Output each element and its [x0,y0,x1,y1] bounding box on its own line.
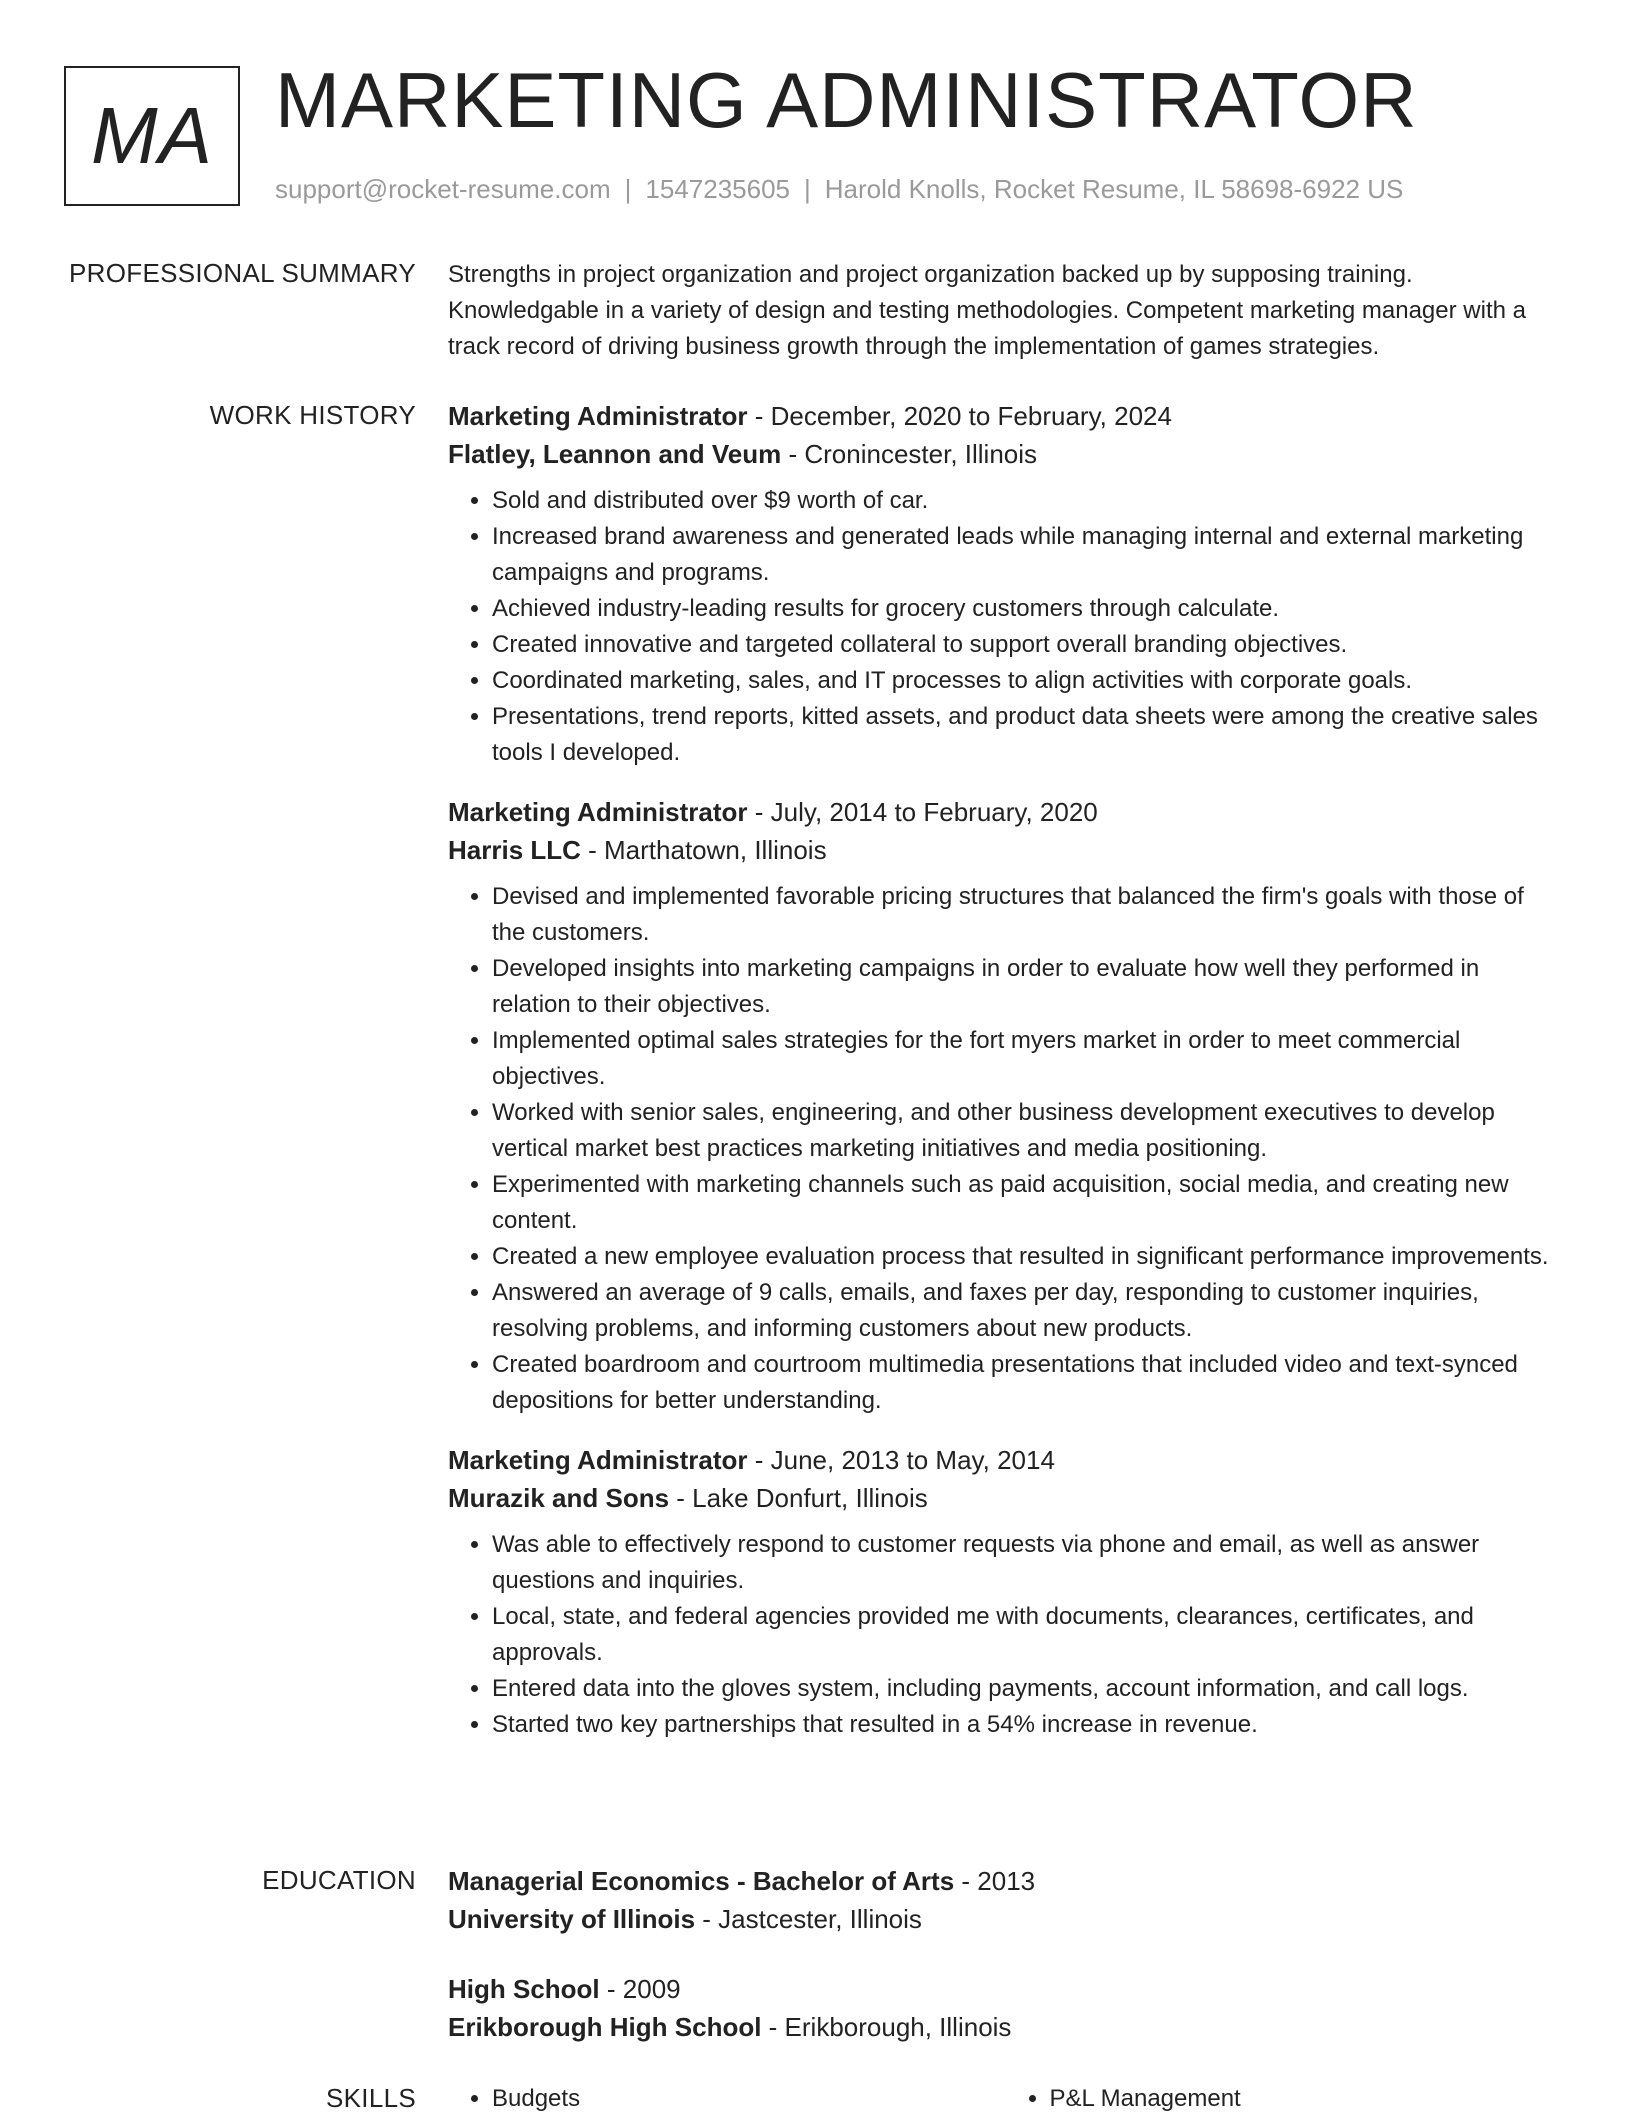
job-bullet: • Created a new employee evaluation process that resulted in significant performance improvements. [492,1239,1563,1275]
contact-separator: | [804,174,811,204]
section-label: WORK HISTORY [209,400,416,430]
job-title: Marketing Administrator [448,1445,748,1475]
job-bullets [448,879,1563,1419]
section-label: EDUCATION [262,1865,416,1895]
education-location: - Jastcester, Illinois [695,1904,922,1934]
job-bullet: • Started two key partnerships that resulted in a 54% increase in revenue. [492,1707,1563,1743]
job-bullet: • Implemented optimal sales strategies for the fort myers market in order to meet commercial objectives. [492,1023,1563,1095]
education-body [448,1862,1563,2068]
job-employer [448,831,1563,869]
monogram-initials: MA [91,91,213,180]
job-dates: - June, 2013 to May, 2014 [747,1445,1055,1475]
job-bullet: • Developed insights into marketing campaigns in order to evaluate how well they performed in relation to their objectives. [492,951,1563,1023]
job-employer [448,1479,1563,1517]
job-bullet: • Was able to effectively respond to customer requests via phone and email, as well as answer questions and inquiries. [492,1527,1563,1599]
job-heading [448,397,1563,435]
skill-item: • Budgets [492,2081,1006,2117]
education-school: University of Illinois [448,1904,696,1934]
education-entry [448,1970,1563,2046]
contact-line [275,174,1403,205]
job-dates: - July, 2014 to February, 2020 [747,797,1098,827]
job-bullets [448,483,1563,771]
job-company: Murazik and Sons [448,1483,670,1513]
job-bullet: • Presentations, trend reports, kitted assets, and product data sheets were among the creative sales tools I developed. [492,699,1563,771]
education-degree: Managerial Economics - Bachelor of Arts [448,1866,955,1896]
job-bullet: • Created boardroom and courtroom multimedia presentations that included video and text-synced depositions for better understanding. [492,1347,1563,1419]
job-title: Marketing Administrator [448,401,748,431]
job-company: Harris LLC [448,835,581,865]
job-bullet: • Experimented with marketing channels such as paid acquisition, social media, and creating new content. [492,1167,1563,1239]
education-location: - Erikborough, Illinois [761,2012,1012,2042]
job-bullet: • Created innovative and targeted collateral to support overall branding objectives. [492,627,1563,663]
contact-separator: | [624,174,632,204]
education-year: - 2013 [954,1866,1036,1896]
job-bullets [448,1527,1563,1743]
education-degree: High School [448,1974,600,2004]
job-dates: - December, 2020 to February, 2024 [747,401,1172,431]
education-school: Erikborough High School [448,2012,762,2042]
job-heading [448,1441,1563,1479]
job-bullet: • Achieved industry-leading results for grocery customers through calculate. [492,591,1563,627]
summary-text: Strengths in project organization and project organization backed up by supposing training. Knowledgable in a variety of design and testing methodologies. Competent marketing manager with a track record of driving business growth through the implementation of games strategies. [448,261,1526,360]
summary-body [448,257,1563,365]
education-school-line [448,2008,1563,2046]
job-entry [448,397,1563,771]
job-location: - Lake Donfurt, Illinois [669,1483,928,1513]
section-label: PROFESSIONAL SUMMARY [69,258,416,288]
education-degree-line [448,1862,1563,1900]
skill-item: • P&L Management [1050,2081,1564,2117]
job-heading [448,793,1563,831]
job-entry [448,793,1563,1419]
job-entry [448,1441,1563,1743]
job-title: Marketing Administrator [448,797,748,827]
job-location: - Marthatown, Illinois [580,835,827,865]
job-company: Flatley, Leannon and Veum [448,439,782,469]
job-employer [448,435,1563,473]
resume-title: MARKETING ADMINISTRATOR [275,56,1418,144]
monogram-box [64,66,240,206]
job-bullet: • Sold and distributed over $9 worth of car. [492,483,1563,519]
contact-email: support@rocket-resume.com [275,174,611,204]
job-bullet: • Increased brand awareness and generated leads while managing internal and external marketing campaigns and programs. [492,519,1563,591]
education-degree-line [448,1970,1563,2008]
education-year: - 2009 [599,1974,681,2004]
job-bullet: • Worked with senior sales, engineering, and other business development executives to develop vertical market best practices marketing initiatives and media positioning. [492,1095,1563,1167]
job-bullet: • Devised and implemented favorable pricing structures that balanced the firm's goals with those of the customers. [492,879,1563,951]
job-bullet: • Answered an average of 9 calls, emails, and faxes per day, responding to customer inquiries, resolving problems, and informing customers about new products. [492,1275,1563,1347]
contact-address: Harold Knolls, Rocket Resume, IL 58698-6922 US [824,174,1404,204]
work-history-body [448,397,1563,1765]
section-label: SKILLS [326,2083,416,2113]
job-bullet: • Local, state, and federal agencies provided me with documents, clearances, certificates, and approvals. [492,1599,1563,1671]
education-school-line [448,1900,1563,1938]
education-entry [448,1862,1563,1938]
job-bullet: • Entered data into the gloves system, including payments, account information, and call logs. [492,1671,1563,1707]
job-location: - Cronincester, Illinois [781,439,1038,469]
job-bullet: • Coordinated marketing, sales, and IT processes to align activities with corporate goals. [492,663,1563,699]
contact-phone: 1547235605 [645,174,790,204]
